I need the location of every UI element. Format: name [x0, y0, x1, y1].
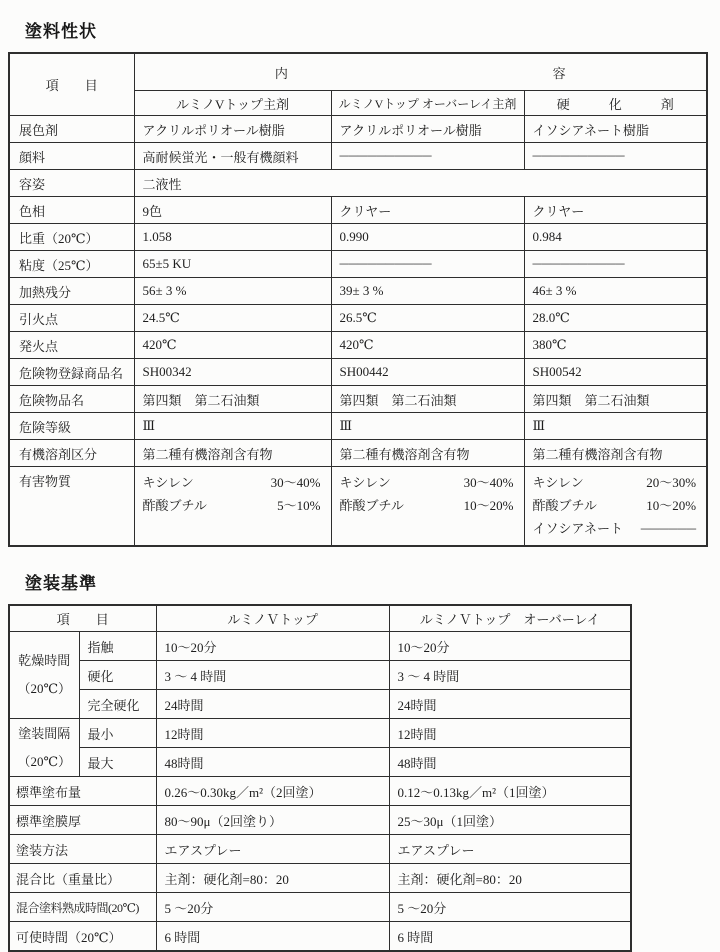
substance-name: キシレン [142, 475, 194, 490]
table-row [9, 413, 707, 440]
empty-dash: ────────── [524, 143, 707, 170]
empty-dash: ────────── [331, 143, 524, 170]
cell-value: 48時間 [156, 748, 389, 777]
cell-value: 第二種有機溶剤含有物 [524, 440, 707, 467]
cell-value: 6 時間 [389, 922, 631, 952]
section-title-paint-properties: 塗料性状 [25, 22, 97, 41]
sub-label: 硬化 [79, 661, 156, 690]
row-label: 標準塗布量 [9, 777, 156, 806]
contents-char-right: 容 [552, 65, 566, 81]
painting-standards-table [8, 604, 632, 952]
table-row [9, 359, 707, 386]
table-row [9, 305, 707, 332]
cell-value: 12時間 [389, 719, 631, 748]
cell-value: 10～20分 [156, 632, 389, 661]
cell-value: 39± 3 % [331, 278, 524, 305]
cell-value: 65±5 KU [134, 251, 331, 278]
hazard-line [533, 471, 699, 494]
cell-value: クリヤー [524, 197, 707, 224]
hazard-line [143, 494, 323, 517]
header-lumino-v-top: ルミノＶトップ [156, 605, 389, 632]
table-row [9, 777, 631, 806]
sub-label: 指触 [79, 632, 156, 661]
hazard-cell [134, 467, 331, 547]
table-row [9, 690, 631, 719]
hazard-line [340, 471, 516, 494]
cell-value: アクリルポリオール樹脂 [134, 116, 331, 143]
substance-range: 30～40% [270, 475, 321, 490]
hazard-cell [331, 467, 524, 547]
row-label: 粘度（25℃） [9, 251, 134, 278]
table-row [9, 251, 707, 278]
cell-value: 26.5℃ [331, 305, 524, 332]
row-label: 危険等級 [9, 413, 134, 440]
contents-char-left: 内 [274, 65, 288, 81]
cell-value: 高耐候蛍光・一般有機顔料 [134, 143, 331, 170]
hazard-line [533, 517, 699, 540]
group-label-line: （20℃） [17, 753, 72, 769]
hazard-line [340, 494, 516, 517]
cell-value: 主剤：硬化剤=80：20 [156, 864, 389, 893]
cell-value: 1.058 [134, 224, 331, 251]
group-label-line: 塗装間隔 [18, 725, 71, 741]
header-base-agent: ルミノVトップ主剤 [134, 91, 331, 116]
group-label-line: （20℃） [17, 681, 72, 696]
cell-value: クリヤー [331, 197, 524, 224]
cell-value: 380℃ [524, 332, 707, 359]
substance-name: 酢酸ブチル [339, 498, 404, 513]
hazard-line [533, 494, 699, 517]
header-contents [134, 53, 707, 91]
row-label: 引火点 [9, 305, 134, 332]
row-label: 色相 [9, 197, 134, 224]
table-row [9, 632, 631, 661]
cell-value: 第二種有機溶剤含有物 [331, 440, 524, 467]
cell-value: SH00442 [331, 359, 524, 386]
contents-spread [143, 63, 699, 82]
cell-value: 3 ～ 4 時間 [156, 661, 389, 690]
substance-name: キシレン [339, 475, 391, 490]
cell-value: 48時間 [389, 748, 631, 777]
cell-value: アクリルポリオール樹脂 [331, 116, 524, 143]
cell-value: 420℃ [134, 332, 331, 359]
empty-dash: ────── [640, 521, 697, 536]
cell-value: 12時間 [156, 719, 389, 748]
cell-value: 56± 3 % [134, 278, 331, 305]
sub-label: 最小 [79, 719, 156, 748]
cell-value: 第二種有機溶剤含有物 [134, 440, 331, 467]
cell-value: 0.26～0.30kg／m²（2回塗） [156, 777, 389, 806]
substance-name: キシレン [532, 475, 584, 490]
paint-properties-table [8, 52, 708, 547]
table-row [9, 719, 631, 748]
substance-range: 5～10% [277, 498, 321, 513]
table-row [9, 386, 707, 413]
cell-value: 10～20分 [389, 632, 631, 661]
table-row [9, 806, 631, 835]
cell-value: 主剤：硬化剤=80：20 [389, 864, 631, 893]
empty-dash: ────────── [331, 251, 524, 278]
table-row [9, 922, 631, 952]
hazard-line [143, 471, 323, 494]
row-label: 展色剤 [9, 116, 134, 143]
cell-value: エアスプレー [156, 835, 389, 864]
row-label: 可使時間（20℃） [9, 922, 156, 952]
table-row [9, 170, 707, 197]
group-label-line: 乾燥時間 [18, 653, 71, 668]
cell-value: 0.984 [524, 224, 707, 251]
substance-name: イソシアネート [532, 521, 623, 536]
table-row [9, 440, 707, 467]
table-row [9, 835, 631, 864]
table-row [9, 116, 707, 143]
cell-value: 9色 [134, 197, 331, 224]
sub-label: 最大 [79, 748, 156, 777]
cell-value: 24.5℃ [134, 305, 331, 332]
row-label: 標準塗膜厚 [9, 806, 156, 835]
group-label-drying-time [9, 632, 79, 719]
table-row [9, 278, 707, 305]
header-hardener: 硬 化 剤 [524, 91, 707, 116]
row-label: 加熱残分 [9, 278, 134, 305]
row-label: 塗装方法 [9, 835, 156, 864]
row-label: 比重（20℃） [9, 224, 134, 251]
table-row [9, 197, 707, 224]
cell-value: 46± 3 % [524, 278, 707, 305]
table-row [9, 332, 707, 359]
row-label: 混合比（重量比） [9, 864, 156, 893]
cell-value: 第四類 第二石油類 [134, 386, 331, 413]
table-row [9, 143, 707, 170]
empty-dash: ────────── [524, 251, 707, 278]
cell-value: 28.0℃ [524, 305, 707, 332]
table-row [9, 893, 631, 922]
header-lumino-v-top-overlay: ルミノＶトップ オーバーレイ [389, 605, 631, 632]
cell-value: Ⅲ [524, 413, 707, 440]
cell-value: 5 ～20分 [389, 893, 631, 922]
cell-value: SH00542 [524, 359, 707, 386]
cell-value: イソシアネート樹脂 [524, 116, 707, 143]
cell-value: 二液性 [134, 170, 707, 197]
cell-value: SH00342 [134, 359, 331, 386]
cell-value: Ⅲ [331, 413, 524, 440]
row-label: 発火点 [9, 332, 134, 359]
cell-value: 0.990 [331, 224, 524, 251]
cell-value: 420℃ [331, 332, 524, 359]
cell-value: 3 ～ 4 時間 [389, 661, 631, 690]
row-label: 容姿 [9, 170, 134, 197]
cell-value: 6 時間 [156, 922, 389, 952]
substance-range: 20～30% [646, 475, 697, 490]
cell-value: エアスプレー [389, 835, 631, 864]
substance-name: 酢酸ブチル [532, 498, 597, 513]
row-label: 混合塗料熟成時間(20℃) [9, 893, 156, 922]
hazard-row [9, 467, 707, 547]
row-label: 危険物品名 [9, 386, 134, 413]
cell-value: 第四類 第二石油類 [331, 386, 524, 413]
cell-value: 5 ～20分 [156, 893, 389, 922]
header-overlay-base-agent: ルミノVトップ オーバーレイ主剤 [331, 91, 524, 116]
header-item-column: 項 目 [9, 53, 134, 116]
group-label-coating-interval [9, 719, 79, 777]
substance-name: 酢酸ブチル [142, 498, 207, 513]
row-label: 顔料 [9, 143, 134, 170]
table-row [9, 661, 631, 690]
substance-range: 10～20% [463, 498, 514, 513]
cell-value: 24時間 [156, 690, 389, 719]
cell-value: 25～30μ（1回塗） [389, 806, 631, 835]
table-row [9, 864, 631, 893]
section-title-painting-standards: 塗装基準 [25, 574, 97, 593]
row-label: 有害物質 [9, 467, 134, 547]
cell-value: 24時間 [389, 690, 631, 719]
table-row [9, 748, 631, 777]
row-label: 危険物登録商品名 [9, 359, 134, 386]
cell-value: 80～90μ（2回塗り） [156, 806, 389, 835]
cell-value: 第四類 第二石油類 [524, 386, 707, 413]
cell-value: 0.12～0.13kg／m²（1回塗） [389, 777, 631, 806]
substance-range: 30～40% [463, 475, 514, 490]
hazard-cell [524, 467, 707, 547]
header-item-column: 項 目 [9, 605, 156, 632]
substance-range: 10～20% [646, 498, 697, 513]
table-row [9, 224, 707, 251]
row-label: 有機溶剤区分 [9, 440, 134, 467]
cell-value: Ⅲ [134, 413, 331, 440]
sub-label: 完全硬化 [79, 690, 156, 719]
